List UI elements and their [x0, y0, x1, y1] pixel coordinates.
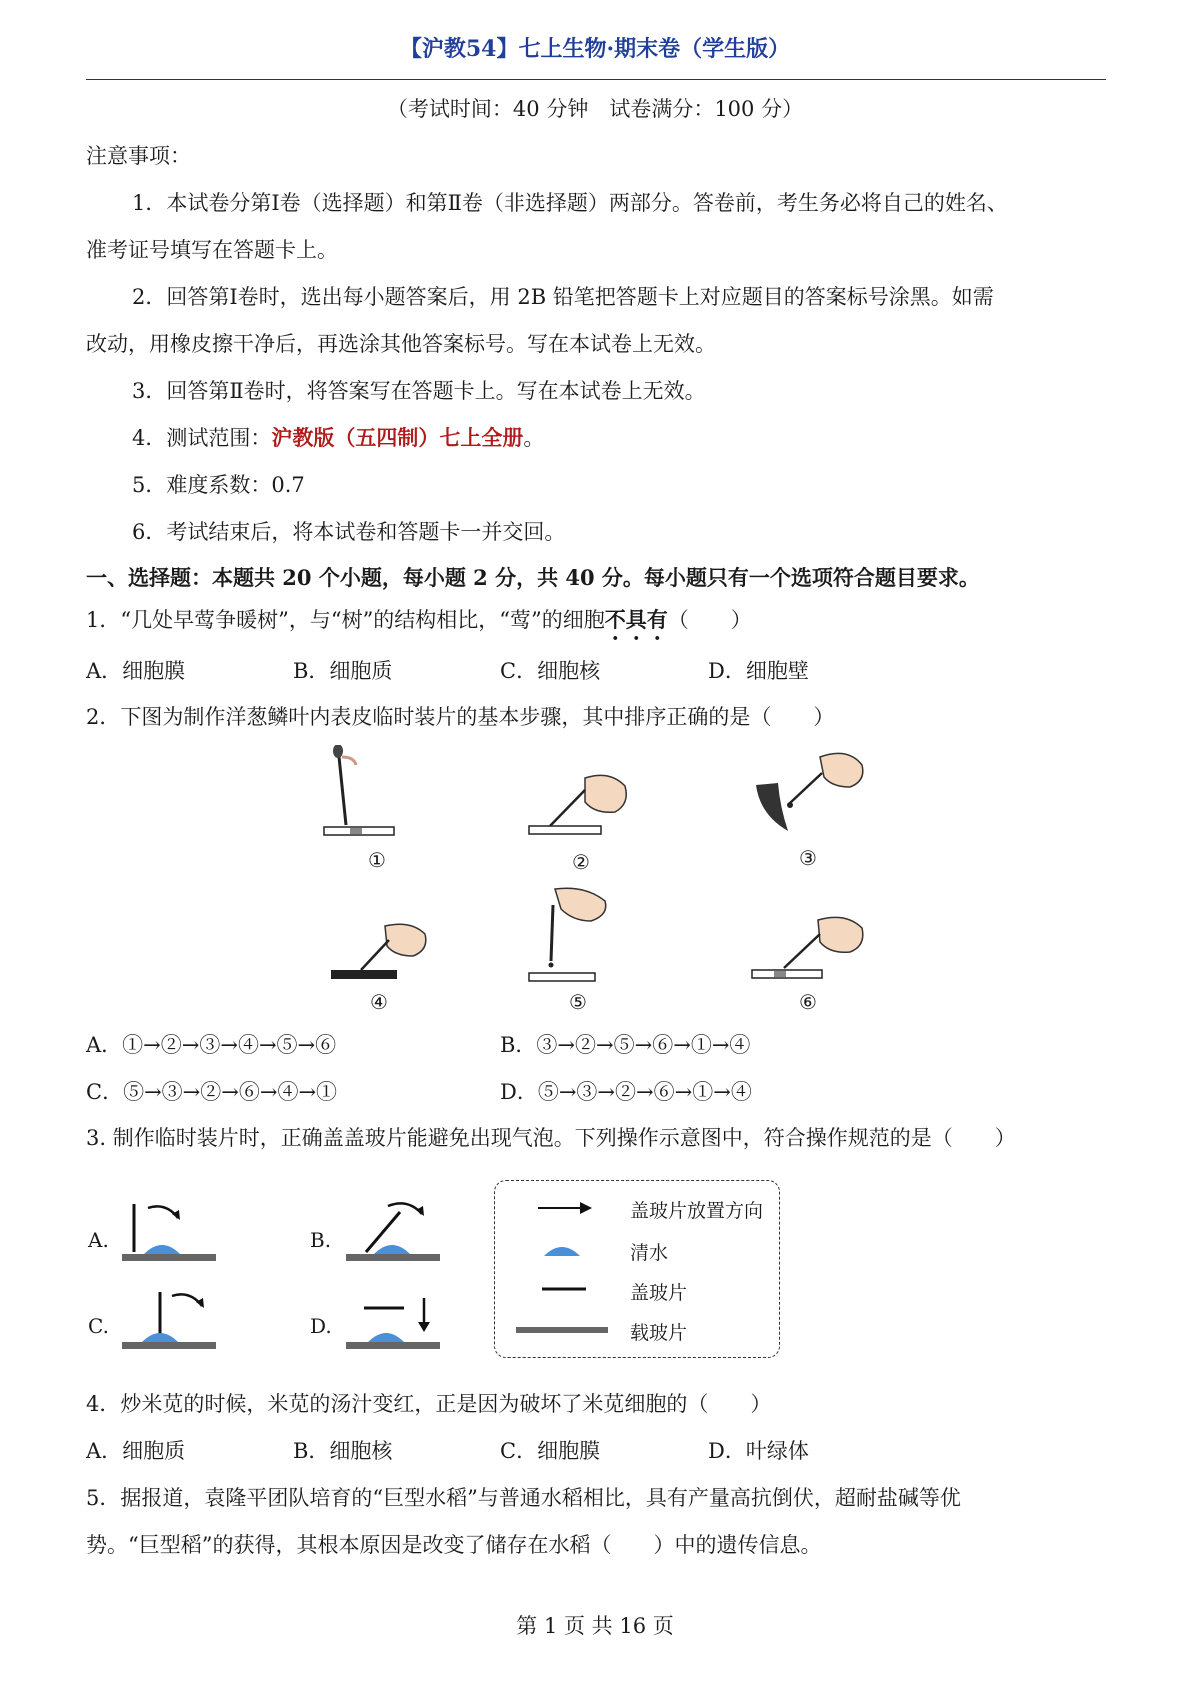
step-5-water-figure — [525, 885, 615, 985]
q1-stem-text: 1．“几处早莺争暖树”，与“树”的结构相比，“莺”的细胞 — [86, 608, 605, 632]
notes-heading: 注意事项： — [86, 144, 191, 168]
q3-figure-d — [344, 1284, 444, 1350]
q1-stem — [86, 605, 752, 645]
legend-water: 清水 — [630, 1242, 669, 1264]
water-drop-icon — [542, 1240, 582, 1258]
step-2-tweezers-figure — [525, 768, 635, 843]
q2-stem: 2．下图为制作洋葱鳞叶内表皮临时装片的基本步骤，其中排序正确的是（ ） — [86, 705, 835, 729]
figure-label-3: ③ — [799, 846, 817, 870]
cover-slip-icon — [540, 1286, 590, 1292]
q3-figure-c-label: C. — [88, 1314, 109, 1338]
figure-label-5: ⑤ — [569, 990, 587, 1014]
q1-option-c: C．细胞核 — [500, 659, 601, 683]
q4-option-d: D．叶绿体 — [708, 1439, 809, 1463]
q5-stem-b: 势。“巨型稻”的获得，其根本原因是改变了储存在水稻（ ）中的遗传信息。 — [86, 1533, 822, 1557]
step-1-dropper-figure — [320, 745, 400, 840]
q2-option-a: A．①→②→③→④→⑤→⑥ — [86, 1033, 337, 1057]
note-6: 6．考试结束后，将本试卷和答题卡一并交回。 — [132, 520, 566, 544]
step-3-onion-figure — [748, 745, 868, 835]
q4-option-b: B．细胞核 — [293, 1439, 393, 1463]
header-divider — [86, 79, 1106, 80]
step-4-cover-figure — [327, 920, 437, 985]
q5-stem-a: 5．据报道，袁隆平团队培育的“巨型水稻”与普通水稻相比，具有产量高抗倒伏，超耐盐碱等优 — [86, 1486, 961, 1510]
q1-emphasis: 不具有 — [604, 607, 668, 632]
note-1b: 准考证号填写在答题卡上。 — [86, 238, 338, 262]
q3-figure-a-label: A. — [88, 1228, 109, 1252]
q3-figure-b-label: B. — [310, 1228, 332, 1252]
step-6-spread-figure — [748, 912, 873, 987]
note-4-prefix: 4．测试范围： — [132, 426, 272, 450]
legend-direction: 盖玻片放置方向 — [630, 1200, 764, 1222]
glass-slide-icon — [514, 1326, 610, 1334]
note-1a: 1．本试卷分第Ⅰ卷（选择题）和第Ⅱ卷（非选择题）两部分。答卷前，考生务必将自己的姓名、 — [132, 191, 1008, 215]
q3-figure-b — [344, 1196, 444, 1262]
q2-option-b: B．③→②→⑤→⑥→①→④ — [500, 1033, 751, 1057]
q3-figure-d-label: D. — [310, 1314, 332, 1338]
page-number: 第 1 页 共 16 页 — [516, 1614, 674, 1638]
note-4-scope: 沪教版（五四制）七上全册 — [271, 425, 524, 450]
section-1-heading: 一、选择题：本题共 20 个小题，每小题 2 分，共 40 分。每小题只有一个选项符合题目要求。 — [86, 565, 980, 590]
q4-option-a: A．细胞质 — [86, 1439, 186, 1463]
q4-stem: 4．炒米苋的时候，米苋的汤汁变红，正是因为破坏了米苋细胞的（ ） — [86, 1392, 772, 1416]
note-2a: 2．回答第Ⅰ卷时，选出每小题答案后，用 2B 铅笔把答题卡上对应题目的答案标号涂黑。如需 — [132, 285, 994, 309]
q4-option-c: C．细胞膜 — [500, 1439, 601, 1463]
q1-option-a: A．细胞膜 — [86, 659, 186, 683]
q3-figure-a — [120, 1196, 220, 1262]
note-4 — [132, 423, 544, 453]
q3-stem: 3. 制作临时装片时，正确盖盖玻片能避免出现气泡。下列操作示意图中，符合操作规范的是（ ） — [86, 1126, 1016, 1150]
figure-label-1: ① — [368, 848, 386, 872]
page-title: 【沪教54】七上生物·期末卷（学生版） — [399, 36, 791, 62]
q2-option-c: C．⑤→③→②→⑥→④→① — [86, 1080, 338, 1104]
note-4-suffix: 。 — [523, 426, 545, 450]
note-3: 3．回答第Ⅱ卷时，将答案写在答题卡上。写在本试卷上无效。 — [132, 379, 706, 403]
q1-tail: （ ） — [667, 608, 752, 632]
note-2b: 改动，用橡皮擦干净后，再选涂其他答案标号。写在本试卷上无效。 — [86, 332, 716, 356]
q1-option-b: B．细胞质 — [293, 659, 393, 683]
legend-slide: 载玻片 — [630, 1322, 688, 1344]
legend-cover-slip: 盖玻片 — [630, 1282, 688, 1304]
direction-arrow-icon — [536, 1200, 596, 1216]
note-5: 5．难度系数：0.7 — [132, 473, 305, 497]
q2-option-d: D．⑤→③→②→⑥→①→④ — [500, 1080, 752, 1104]
exam-info: （考试时间：40 分钟 试卷满分：100 分） — [386, 97, 804, 121]
figure-label-2: ② — [572, 850, 590, 874]
q1-option-d: D．细胞壁 — [708, 659, 809, 683]
q3-figure-c — [120, 1284, 220, 1350]
figure-label-6: ⑥ — [799, 990, 817, 1014]
figure-label-4: ④ — [370, 990, 388, 1014]
